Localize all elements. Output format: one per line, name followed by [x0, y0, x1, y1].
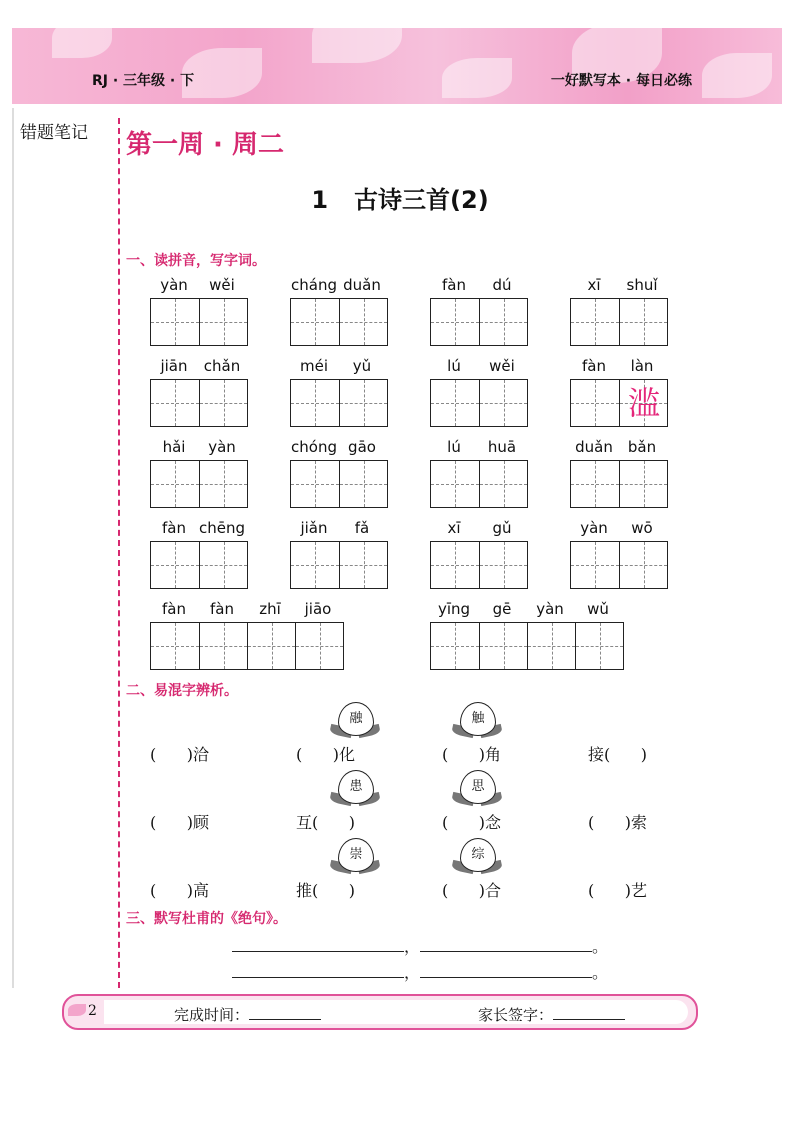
- pinyin-syllable: yǔ: [352, 357, 372, 375]
- pinyin-syllable: lú: [447, 438, 461, 456]
- pinyin-syllable: chǎn: [203, 357, 241, 375]
- pinyin-syllable: wō: [631, 519, 653, 537]
- pinyin-syllable: wǔ: [587, 600, 609, 618]
- word-item: [430, 357, 528, 427]
- tianzige-cell[interactable]: [575, 623, 623, 669]
- word-item: [430, 276, 528, 346]
- tianzige-cell[interactable]: [151, 380, 199, 426]
- tianzige-cell[interactable]: [151, 299, 199, 345]
- word-item: [150, 438, 248, 508]
- period: 。: [592, 963, 609, 982]
- header-series: 一好默写本 · 每日必练: [550, 73, 692, 89]
- filled-character: [576, 623, 624, 669]
- word-item: [150, 600, 344, 670]
- pinyin-syllable: gē: [492, 600, 512, 618]
- peach-character: 患: [338, 770, 374, 804]
- pinyin-row: [150, 600, 344, 620]
- pinyin-row: [430, 357, 528, 377]
- answer-blank[interactable]: [232, 937, 404, 952]
- tianzige-cell[interactable]: [339, 542, 387, 588]
- tianzige-cell[interactable]: [151, 542, 199, 588]
- tianzige-cell[interactable]: [571, 299, 619, 345]
- petal-icon: [68, 1004, 86, 1016]
- word-item: [430, 519, 528, 589]
- tianzige-cell[interactable]: [431, 299, 479, 345]
- peach-hint: [452, 770, 502, 810]
- pinyin-syllable: chēng: [198, 519, 245, 537]
- confusable-item[interactable]: ( )念: [442, 813, 502, 832]
- pinyin-syllable: duǎn: [575, 438, 613, 456]
- tianzige-cell[interactable]: [479, 461, 527, 507]
- filled-character: [291, 542, 339, 588]
- tianzige-cell[interactable]: [431, 380, 479, 426]
- filled-character: [200, 623, 248, 669]
- pinyin-syllable: fǎ: [354, 519, 370, 537]
- pinyin-syllable: jiāo: [304, 600, 332, 618]
- filled-character: [200, 299, 248, 345]
- completion-time-blank[interactable]: [249, 1007, 321, 1020]
- tianzige-cell[interactable]: [431, 542, 479, 588]
- header-banner: [12, 28, 782, 104]
- filled-character: [571, 380, 619, 426]
- pinyin-syllable: fàn: [582, 357, 606, 375]
- pinyin-syllable: xī: [587, 276, 601, 294]
- pinyin-syllable: duǎn: [343, 276, 381, 294]
- confusable-item[interactable]: ( )合: [442, 881, 502, 900]
- pinyin-syllable: fàn: [162, 519, 186, 537]
- word-item: [150, 519, 248, 589]
- filled-character: [340, 542, 388, 588]
- writing-grid: [290, 379, 388, 427]
- writing-grid: [150, 460, 248, 508]
- filled-character: [431, 542, 479, 588]
- tianzige-cell[interactable]: [199, 623, 247, 669]
- filled-character: [480, 623, 528, 669]
- pinyin-syllable: yàn: [160, 276, 188, 294]
- tianzige-cell[interactable]: [571, 380, 619, 426]
- pinyin-row: [290, 438, 388, 458]
- pinyin-row: [430, 600, 624, 620]
- filled-character: [151, 299, 199, 345]
- writing-grid: [430, 298, 528, 346]
- writing-grid: [290, 298, 388, 346]
- confusable-item[interactable]: ( )高: [150, 881, 210, 900]
- parent-signature: [478, 1004, 625, 1025]
- answer-blank[interactable]: [420, 937, 592, 952]
- pinyin-syllable: fàn: [162, 600, 186, 618]
- word-item: [290, 438, 388, 508]
- peach-character: 综: [460, 838, 496, 872]
- confusable-item[interactable]: ( )角: [442, 745, 502, 764]
- side-notes-label: 错题笔记: [20, 123, 88, 143]
- footer-bar: [62, 994, 698, 1030]
- filled-character: [200, 542, 248, 588]
- tianzige-cell[interactable]: [199, 542, 247, 588]
- week-title: 第一周 · 周二: [126, 130, 284, 160]
- peach-hint: [330, 770, 380, 810]
- tianzige-cell[interactable]: [479, 380, 527, 426]
- comma: ，: [404, 937, 421, 956]
- filled-character: [480, 299, 528, 345]
- side-dashed-divider: [118, 118, 120, 988]
- word-item: [290, 276, 388, 346]
- parent-signature-blank[interactable]: [553, 1007, 625, 1020]
- filled-character: [431, 623, 479, 669]
- filled-character: [340, 380, 388, 426]
- writing-grid: [430, 541, 528, 589]
- confusable-item[interactable]: 接( ): [588, 745, 648, 764]
- pinyin-row: [570, 519, 668, 539]
- answer-blank[interactable]: [232, 963, 404, 978]
- filled-character: 滥: [627, 384, 660, 422]
- filled-character: [291, 461, 339, 507]
- pinyin-row: [570, 357, 668, 377]
- pinyin-syllable: yàn: [536, 600, 564, 618]
- pinyin-syllable: fàn: [210, 600, 234, 618]
- filled-character: [151, 542, 199, 588]
- writing-grid: [150, 298, 248, 346]
- pinyin-row: [430, 519, 528, 539]
- tianzige-cell[interactable]: [339, 299, 387, 345]
- filled-character: [620, 542, 668, 588]
- page-number: 2: [88, 1003, 97, 1019]
- comma: ，: [404, 963, 421, 982]
- filled-character: [480, 380, 528, 426]
- tianzige-cell[interactable]: [479, 299, 527, 345]
- writing-grid: [430, 622, 624, 670]
- pinyin-row: [570, 438, 668, 458]
- writing-grid: [150, 379, 248, 427]
- word-item: [570, 276, 668, 346]
- word-item: [150, 357, 248, 427]
- pinyin-syllable: hǎi: [162, 438, 186, 456]
- filled-character: [200, 461, 248, 507]
- filled-character: [291, 380, 339, 426]
- word-item: [570, 438, 668, 508]
- tianzige-cell[interactable]: [199, 461, 247, 507]
- tianzige-cell[interactable]: [339, 461, 387, 507]
- pinyin-syllable: wěi: [209, 276, 235, 294]
- peach-character: 融: [338, 702, 374, 736]
- tianzige-cell[interactable]: [571, 461, 619, 507]
- filled-character: [431, 380, 479, 426]
- pinyin-syllable: zhī: [259, 600, 281, 618]
- word-item: [150, 276, 248, 346]
- pinyin-syllable: méi: [299, 357, 328, 375]
- poem-line-2: [232, 960, 608, 983]
- filled-character: [480, 542, 528, 588]
- writing-grid: [570, 298, 668, 346]
- tianzige-cell[interactable]: [431, 623, 479, 669]
- pinyin-syllable: huā: [487, 438, 517, 456]
- filled-character: [571, 299, 619, 345]
- filled-character: [248, 623, 296, 669]
- section1-heading: 一、读拼音，写字词。: [126, 253, 266, 269]
- peach-hint: [330, 702, 380, 742]
- peach-character: 思: [460, 770, 496, 804]
- pinyin-row: [150, 438, 248, 458]
- pinyin-syllable: fàn: [442, 276, 466, 294]
- pinyin-syllable: gāo: [348, 438, 376, 456]
- filled-character: [340, 461, 388, 507]
- confusable-item[interactable]: ( )化: [296, 745, 356, 764]
- word-item: [430, 600, 624, 670]
- answer-blank[interactable]: [420, 963, 592, 978]
- peach-hint: [330, 838, 380, 878]
- pinyin-row: [290, 357, 388, 377]
- filled-character: [291, 299, 339, 345]
- filled-character: [620, 461, 668, 507]
- tianzige-cell[interactable]: [199, 380, 247, 426]
- completion-time-label: 完成时间：: [174, 1006, 250, 1024]
- tianzige-cell[interactable]: [619, 380, 667, 426]
- section2-heading: 二、易混字辨析。: [126, 683, 238, 699]
- pinyin-syllable: jiǎn: [300, 519, 328, 537]
- writing-grid: [570, 460, 668, 508]
- confusable-item[interactable]: 推( ): [296, 881, 356, 900]
- tianzige-cell[interactable]: [291, 380, 339, 426]
- pinyin-row: [150, 357, 248, 377]
- pinyin-syllable: cháng: [291, 276, 337, 294]
- tianzige-cell[interactable]: [571, 542, 619, 588]
- filled-character: [571, 461, 619, 507]
- pinyin-syllable: lú: [447, 357, 461, 375]
- filled-character: [200, 380, 248, 426]
- filled-character: [296, 623, 344, 669]
- confusable-item[interactable]: ( )艺: [588, 881, 648, 900]
- tianzige-cell[interactable]: [295, 623, 343, 669]
- confusable-item[interactable]: 互( ): [296, 813, 356, 832]
- writing-grid: [430, 379, 528, 427]
- pinyin-syllable: xī: [447, 519, 461, 537]
- word-item: [290, 357, 388, 427]
- word-item: [570, 357, 668, 427]
- confusable-item[interactable]: ( )洽: [150, 745, 210, 764]
- peach-hint: [452, 702, 502, 742]
- writing-grid: [430, 460, 528, 508]
- pinyin-syllable: gǔ: [492, 519, 512, 537]
- pinyin-row: [290, 276, 388, 296]
- completion-time: [174, 1004, 321, 1025]
- confusable-item[interactable]: ( )索: [588, 813, 648, 832]
- writing-grid: [570, 379, 668, 427]
- writing-grid: [290, 541, 388, 589]
- peach-character: 崇: [338, 838, 374, 872]
- filled-character: [620, 299, 668, 345]
- period: 。: [592, 937, 609, 956]
- peach-hint: [452, 838, 502, 878]
- confusable-item[interactable]: ( )顾: [150, 813, 210, 832]
- tianzige-cell[interactable]: [619, 299, 667, 345]
- tianzige-cell[interactable]: [339, 380, 387, 426]
- tianzige-cell[interactable]: [151, 461, 199, 507]
- filled-character: [480, 461, 528, 507]
- filled-character: [431, 299, 479, 345]
- filled-character: [431, 461, 479, 507]
- pinyin-syllable: yàn: [208, 438, 236, 456]
- filled-character: [151, 461, 199, 507]
- tianzige-cell[interactable]: [151, 623, 199, 669]
- tianzige-cell[interactable]: [619, 542, 667, 588]
- writing-grid: [290, 460, 388, 508]
- pinyin-syllable: làn: [630, 357, 654, 375]
- section3-heading: 三、默写杜甫的《绝句》。: [126, 911, 287, 927]
- tianzige-cell[interactable]: [527, 623, 575, 669]
- parent-signature-label: 家长签字：: [478, 1006, 554, 1024]
- pinyin-row: [150, 276, 248, 296]
- tianzige-cell[interactable]: [247, 623, 295, 669]
- filled-character: [151, 380, 199, 426]
- tianzige-cell[interactable]: [199, 299, 247, 345]
- pinyin-row: [290, 519, 388, 539]
- tianzige-cell[interactable]: [291, 461, 339, 507]
- pinyin-syllable: yīng: [437, 600, 471, 618]
- tianzige-cell[interactable]: [619, 461, 667, 507]
- pinyin-syllable: jiān: [160, 357, 188, 375]
- word-item: [570, 519, 668, 589]
- pinyin-syllable: shuǐ: [626, 276, 658, 294]
- left-margin-line: [12, 108, 14, 988]
- tianzige-cell[interactable]: [479, 542, 527, 588]
- pinyin-syllable: bǎn: [627, 438, 657, 456]
- writing-grid: [150, 622, 344, 670]
- pinyin-row: [430, 276, 528, 296]
- peach-character: 触: [460, 702, 496, 736]
- pinyin-syllable: dú: [492, 276, 512, 294]
- lesson-name: 古诗三首(2): [354, 186, 489, 214]
- writing-grid: [150, 541, 248, 589]
- filled-character: [151, 623, 199, 669]
- filled-character: [340, 299, 388, 345]
- pinyin-row: [570, 276, 668, 296]
- word-item: [430, 438, 528, 508]
- word-item: [290, 519, 388, 589]
- pinyin-syllable: chóng: [291, 438, 337, 456]
- pinyin-row: [430, 438, 528, 458]
- tianzige-cell[interactable]: [431, 461, 479, 507]
- tianzige-cell[interactable]: [291, 299, 339, 345]
- lesson-number: 1: [311, 186, 329, 214]
- poem-line-1: [232, 934, 608, 957]
- tianzige-cell[interactable]: [479, 623, 527, 669]
- pinyin-row: [150, 519, 248, 539]
- filled-character: [571, 542, 619, 588]
- lesson-title: [0, 180, 800, 215]
- tianzige-cell[interactable]: [291, 542, 339, 588]
- pinyin-syllable: yàn: [580, 519, 608, 537]
- filled-character: [528, 623, 576, 669]
- pinyin-syllable: wěi: [489, 357, 515, 375]
- header-grade: RJ · 三年级 · 下: [92, 73, 195, 89]
- writing-grid: [570, 541, 668, 589]
